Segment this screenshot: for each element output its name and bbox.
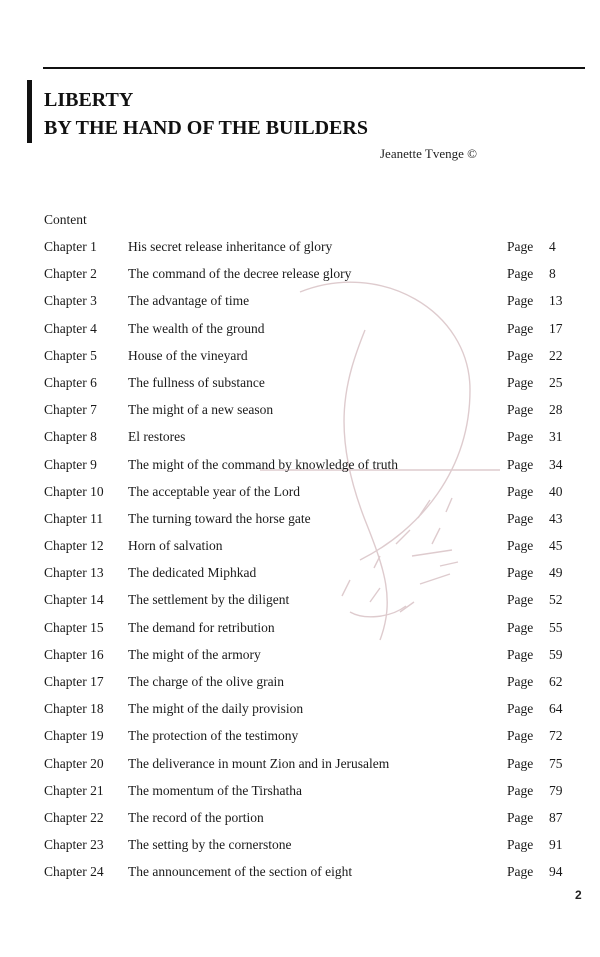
chapter-label: Chapter 8 xyxy=(44,429,97,445)
page-number: 2 xyxy=(575,888,582,902)
chapter-label: Chapter 11 xyxy=(44,510,104,526)
author-credit: Jeanette Tvenge © xyxy=(380,146,477,161)
toc-entry xyxy=(44,671,574,698)
chapter-title: The announcement of the section of eight xyxy=(128,864,353,880)
chapter-title: The charge of the olive grain xyxy=(128,674,285,689)
chapter-label: Chapter 1 xyxy=(44,239,97,254)
page-word: Page xyxy=(507,320,534,336)
page-word: Page xyxy=(507,347,534,363)
chapter-title: The record of the portion xyxy=(128,809,264,825)
page-word: Page xyxy=(507,646,534,662)
toc-entry xyxy=(44,290,574,317)
chapter-title: The fullness of substance xyxy=(128,374,265,390)
chapter-title: The momentum of the Tirshatha xyxy=(128,782,302,798)
page-word: Page xyxy=(507,429,534,445)
toc-entry xyxy=(44,481,574,508)
page-word: Page xyxy=(507,483,534,499)
book-title xyxy=(44,86,368,142)
chapter-page-number: 31 xyxy=(549,429,563,445)
chapter-label: Chapter 22 xyxy=(44,809,104,825)
page-word: Page xyxy=(507,755,534,771)
toc-entry xyxy=(44,725,574,752)
chapter-page-number: 87 xyxy=(549,809,563,825)
page-word: Page xyxy=(507,239,534,254)
title-line-2: BY THE HAND OF THE BUILDERS xyxy=(44,117,368,139)
chapter-title: The setting by the cornerstone xyxy=(128,837,292,853)
chapter-label: Chapter 9 xyxy=(44,456,97,472)
chapter-page-number: 13 xyxy=(549,293,563,309)
chapter-page-number: 55 xyxy=(549,619,563,635)
page-word: Page xyxy=(507,592,534,608)
page-word: Page xyxy=(507,266,534,282)
chapter-label: Chapter 19 xyxy=(44,728,104,744)
chapter-page-number: 79 xyxy=(549,782,563,798)
chapter-label: Chapter 17 xyxy=(44,674,104,689)
page-word: Page xyxy=(507,674,534,689)
chapter-title: The demand for retribution xyxy=(128,619,275,635)
top-rule xyxy=(43,67,585,69)
chapter-title: The advantage of time xyxy=(128,293,250,309)
toc-entry xyxy=(44,454,574,481)
chapter-title: The settlement by the diligent xyxy=(128,592,290,608)
chapter-page-number: 75 xyxy=(549,755,563,771)
chapter-page-number: 25 xyxy=(549,374,563,390)
chapter-title: El restores xyxy=(128,429,186,445)
page-word: Page xyxy=(507,809,534,825)
chapter-page-number: 49 xyxy=(549,565,563,581)
page-word: Page xyxy=(507,402,534,418)
toc-entry xyxy=(44,780,574,807)
chapter-label: Chapter 18 xyxy=(44,701,104,717)
toc-entry xyxy=(44,318,574,345)
toc-entry xyxy=(44,263,574,290)
chapter-page-number: 8 xyxy=(549,266,556,282)
chapter-page-number: 4 xyxy=(549,239,556,254)
chapter-label: Chapter 20 xyxy=(44,755,104,771)
chapter-page-number: 91 xyxy=(549,837,563,853)
toc-entry xyxy=(44,562,574,589)
chapter-title: The dedicated Miphkad xyxy=(128,565,257,581)
chapter-title: Horn of salvation xyxy=(128,538,223,554)
chapter-label: Chapter 14 xyxy=(44,592,104,608)
chapter-label: Chapter 4 xyxy=(44,320,97,336)
page-word: Page xyxy=(507,728,534,744)
chapter-label: Chapter 6 xyxy=(44,374,97,390)
chapter-label: Chapter 15 xyxy=(44,619,104,635)
toc-entry xyxy=(44,399,574,426)
chapter-title: The command of the decree release glory xyxy=(128,266,352,282)
page-word: Page xyxy=(507,538,534,554)
chapter-label: Chapter 3 xyxy=(44,293,97,309)
page-word: Page xyxy=(507,456,534,472)
chapter-title: The protection of the testimony xyxy=(128,728,299,744)
page-word: Page xyxy=(507,374,534,390)
chapter-page-number: 22 xyxy=(549,347,563,363)
chapter-page-number: 28 xyxy=(549,402,563,418)
chapter-title: The turning toward the horse gate xyxy=(128,510,311,526)
toc-entry xyxy=(44,617,574,644)
chapter-label: Chapter 24 xyxy=(44,864,104,880)
chapter-page-number: 17 xyxy=(549,320,563,336)
toc-entry xyxy=(44,753,574,780)
page-word: Page xyxy=(507,619,534,635)
chapter-title: House of the vineyard xyxy=(128,347,248,363)
chapter-label: Chapter 16 xyxy=(44,646,104,662)
chapter-page-number: 45 xyxy=(549,538,563,554)
chapter-page-number: 40 xyxy=(549,483,563,499)
page-word: Page xyxy=(507,701,534,717)
page-word: Page xyxy=(507,565,534,581)
chapter-label: Chapter 12 xyxy=(44,538,104,554)
chapter-page-number: 64 xyxy=(549,701,563,717)
page-word: Page xyxy=(507,837,534,853)
chapter-page-number: 94 xyxy=(549,864,563,880)
chapter-page-number: 59 xyxy=(549,646,563,662)
chapter-title: The might of the command by knowledge of truth xyxy=(128,456,398,472)
page-word: Page xyxy=(507,510,534,526)
chapter-label: Chapter 2 xyxy=(44,266,97,282)
toc-entry xyxy=(44,508,574,535)
chapter-title: The deliverance in mount Zion and in Jerusalem xyxy=(128,755,390,771)
toc-entry xyxy=(44,807,574,834)
chapter-title: The might of the daily provision xyxy=(128,701,304,717)
title-side-bar xyxy=(27,80,32,143)
chapter-title: The acceptable year of the Lord xyxy=(128,483,301,499)
chapter-title: His secret release inheritance of glory xyxy=(128,239,333,254)
page-word: Page xyxy=(507,782,534,798)
toc-entry xyxy=(44,589,574,616)
chapter-label: Chapter 7 xyxy=(44,402,97,418)
toc-entry xyxy=(44,644,574,671)
chapter-label: Chapter 10 xyxy=(44,483,104,499)
toc-entry xyxy=(44,345,574,372)
title-line-1: LIBERTY xyxy=(44,89,134,111)
toc-label: Content xyxy=(44,212,87,227)
chapter-label: Chapter 23 xyxy=(44,837,104,853)
chapter-page-number: 43 xyxy=(549,510,563,526)
chapter-title: The might of a new season xyxy=(128,402,274,418)
chapter-label: Chapter 13 xyxy=(44,565,104,581)
toc-entry xyxy=(44,535,574,562)
table-of-contents xyxy=(44,236,574,889)
toc-entry xyxy=(44,698,574,725)
toc-entry xyxy=(44,372,574,399)
chapter-page-number: 52 xyxy=(549,592,563,608)
chapter-page-number: 72 xyxy=(549,728,563,744)
toc-entry xyxy=(44,426,574,453)
toc-entry xyxy=(44,236,574,263)
chapter-label: Chapter 5 xyxy=(44,347,97,363)
page-word: Page xyxy=(507,864,534,880)
chapter-page-number: 34 xyxy=(549,456,563,472)
page-word: Page xyxy=(507,293,534,309)
chapter-page-number: 62 xyxy=(549,674,563,689)
chapter-label: Chapter 21 xyxy=(44,782,104,798)
toc-entry xyxy=(44,834,574,861)
chapter-title: The wealth of the ground xyxy=(128,320,265,336)
chapter-title: The might of the armory xyxy=(128,646,261,662)
toc-entry xyxy=(44,861,574,888)
